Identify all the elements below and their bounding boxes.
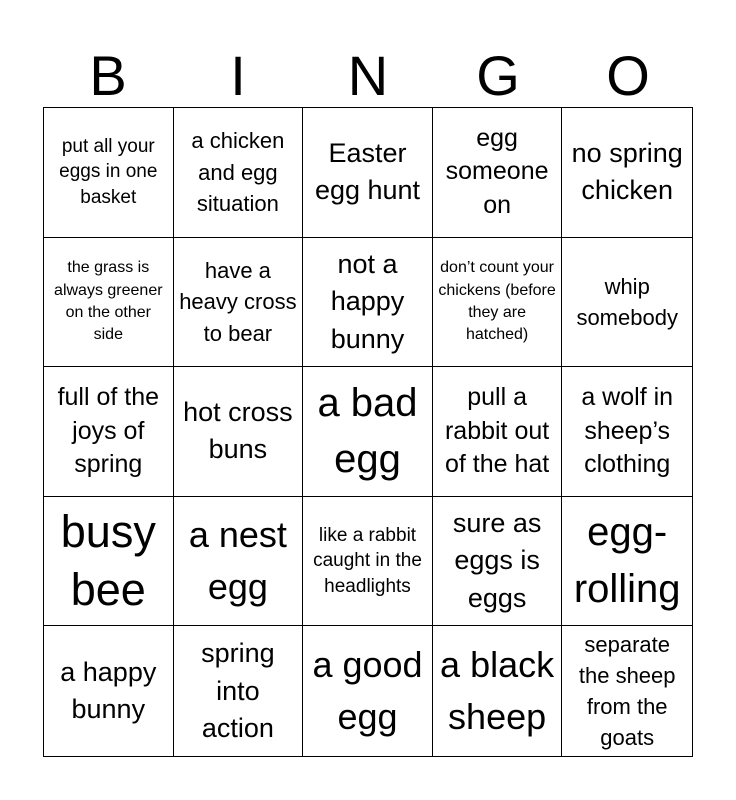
cell-text: Easter egg hunt: [314, 138, 421, 206]
bingo-cell[interactable]: [303, 367, 433, 497]
cell-text: a chicken and egg situation: [191, 128, 285, 216]
cell-text: like a rabbit caught in the headlights: [313, 524, 422, 597]
cell-text: put all your eggs in one basket: [59, 135, 158, 209]
bingo-cell[interactable]: [562, 497, 692, 627]
cell-text: egg someone on: [445, 123, 549, 220]
bingo-cell[interactable]: [303, 626, 433, 756]
bingo-cell[interactable]: [562, 108, 692, 238]
bingo-cell[interactable]: [562, 238, 692, 368]
header-letter-o: O: [606, 44, 650, 107]
bingo-cell[interactable]: [174, 367, 304, 497]
cell-text: a good egg: [312, 644, 423, 738]
bingo-cell[interactable]: [174, 108, 304, 238]
bingo-cell[interactable]: [44, 238, 174, 368]
bingo-cell[interactable]: [433, 238, 563, 368]
bingo-cell[interactable]: [174, 238, 304, 368]
cell-text: hot cross buns: [183, 397, 293, 465]
header-letter-g: G: [476, 44, 520, 107]
cell-text: busy bee: [60, 505, 156, 616]
bingo-header: [43, 46, 693, 106]
bingo-cell[interactable]: [303, 108, 433, 238]
bingo-cell[interactable]: [433, 626, 563, 756]
bingo-cell[interactable]: [303, 238, 433, 368]
header-letter-n: N: [347, 44, 389, 107]
cell-text: have a heavy cross to bear: [179, 258, 297, 346]
bingo-cell[interactable]: [562, 626, 692, 756]
cell-text: a black sheep: [440, 644, 555, 738]
bingo-cell[interactable]: [433, 108, 563, 238]
cell-text: a happy bunny: [60, 656, 157, 725]
bingo-cell[interactable]: [433, 367, 563, 497]
bingo-cell[interactable]: [44, 108, 174, 238]
bingo-cell[interactable]: [174, 626, 304, 756]
header-letter-b: B: [89, 44, 127, 107]
cell-text: the grass is always greener on the other side: [54, 259, 163, 344]
bingo-cell[interactable]: [44, 626, 174, 756]
cell-text: a wolf in sheep’s clothing: [581, 382, 674, 479]
cell-text: not a happy bunny: [330, 249, 405, 354]
cell-text: don’t count your chickens (before they are hatched): [438, 259, 556, 344]
header-letter-i: I: [230, 44, 246, 107]
cell-text: spring into action: [201, 638, 275, 743]
bingo-cell[interactable]: [44, 497, 174, 627]
cell-text: a bad egg: [317, 380, 418, 482]
cell-text: whip somebody: [576, 273, 678, 330]
bingo-cell[interactable]: [174, 497, 304, 627]
cell-text: pull a rabbit out of the hat: [444, 382, 550, 479]
bingo-board: [43, 107, 693, 757]
cell-text: full of the joys of spring: [57, 382, 160, 479]
cell-text: a nest egg: [188, 513, 287, 608]
bingo-cell[interactable]: [303, 497, 433, 627]
bingo-cell[interactable]: [433, 497, 563, 627]
cell-text: separate the sheep from the goats: [578, 631, 676, 751]
cell-text: no spring chicken: [571, 138, 683, 206]
bingo-cell[interactable]: [562, 367, 692, 497]
cell-text: egg-rolling: [573, 510, 681, 612]
bingo-cell[interactable]: [44, 367, 174, 497]
cell-text: sure as eggs is eggs: [452, 508, 542, 613]
